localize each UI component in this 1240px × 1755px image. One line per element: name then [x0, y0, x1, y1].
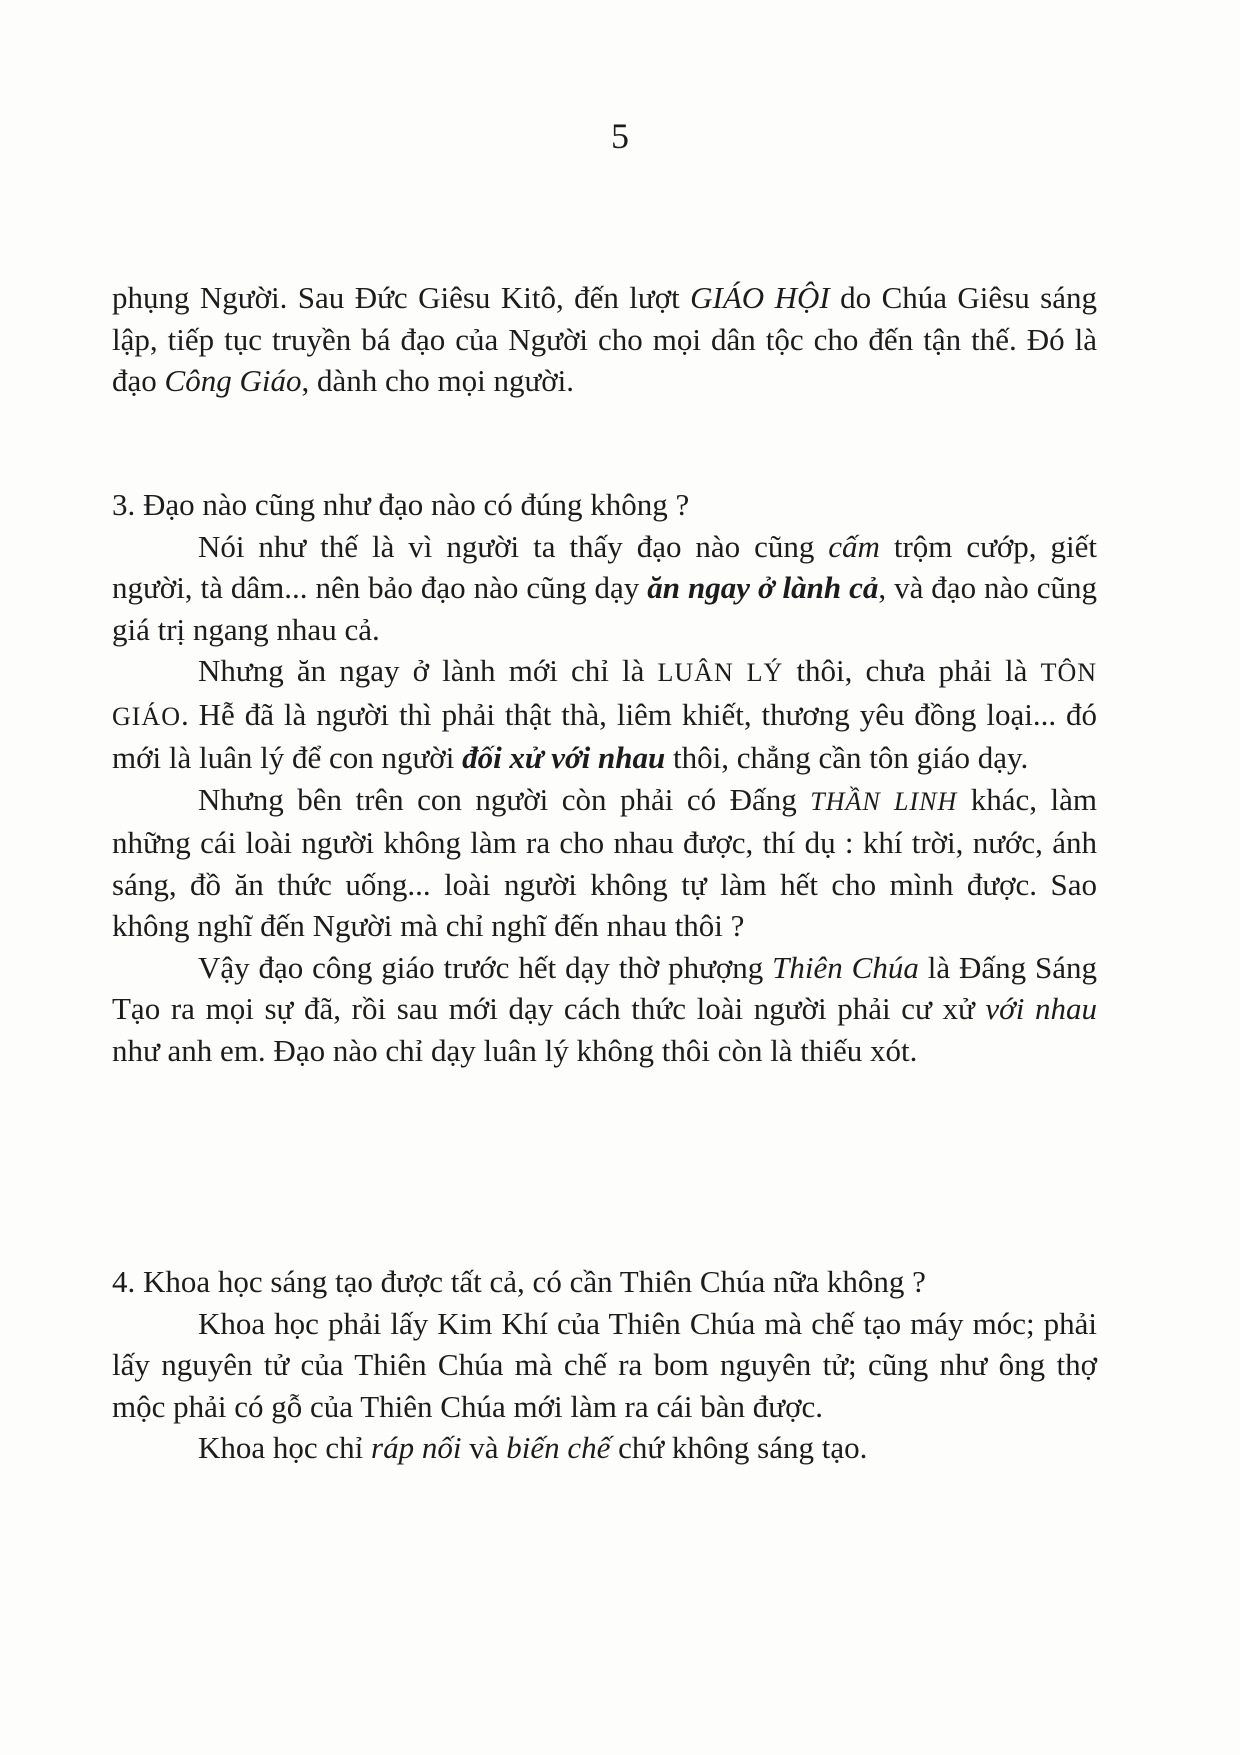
intro-text-1: phụng Người. Sau Đức Giêsu Kitô, đến lượt	[112, 280, 691, 315]
section-3	[112, 484, 1097, 1071]
section-4-heading: 4. Khoa học sáng tạo được tất cả, có cần Thiên Chúa nữa không ?	[112, 1264, 926, 1299]
page-number: 5	[611, 116, 629, 156]
s3p4-emphasis-voi-nhau: với nhau	[985, 991, 1097, 1026]
s3p2-text-3: . Hễ đã là người thì phải thật thà, liêm khiết, thương yêu đồng loại... đó mới là luân lý để con người	[112, 696, 1097, 775]
section-4	[112, 1261, 1097, 1469]
s3p4-text-1: Vậy đạo công giáo trước hết dạy thờ phượng	[198, 949, 773, 985]
s4p2-emphasis-rap-noi: ráp nối	[371, 1430, 462, 1465]
section-3-paragraph-1	[112, 526, 1097, 651]
s3p3-text-1: Nhưng bên trên con người còn phải có Đấng	[198, 781, 811, 817]
s4p2-text-2: và	[461, 1430, 507, 1465]
s3p2-text-4: thôi, chẳng cần tôn giáo dạy.	[665, 740, 1029, 775]
s3p1-text-3: , và đạo nào cũng giá trị ngang nhau cả.	[112, 570, 1098, 647]
s3p2-smallcaps-ton-giao: TÔN GIÁO	[112, 658, 1097, 731]
s3p1-emphasis-an-ngay: ăn ngay ở lành cả	[647, 570, 879, 605]
s3p4-text-2: là Đấng Sáng Tạo ra mọi sự đã, rồi sau mới dạy cách thức loài người phải cư xử	[112, 949, 1097, 1026]
section-3-paragraph-2	[112, 650, 1097, 779]
intro-paragraph	[112, 277, 1097, 402]
s4p2-emphasis-bien-che: biến chế	[506, 1430, 611, 1465]
section-3-heading: 3. Đạo nào cũng như đạo nào có đúng không ?	[112, 487, 690, 522]
section-3-paragraph-3	[112, 779, 1097, 947]
intro-text-2: do Chúa Giêsu sáng lập, tiếp tục truyền bá đạo của Người cho mọi dân tộc cho đến tận thế. Đó là đạo	[112, 280, 1097, 398]
s4p2-text-1: Khoa học chỉ	[198, 1430, 372, 1465]
s3p1-text-1: Nói như thế là vì người ta thấy đạo nào cũng	[198, 528, 829, 564]
intro-block	[112, 277, 1097, 402]
s3p1-text-2: trộm cướp, giết người, tà dâm... nên bảo đạo nào cũng dạy	[112, 528, 1097, 605]
intro-text-3: , dành cho mọi người.	[301, 363, 575, 398]
section-4-paragraph-2	[112, 1427, 1097, 1469]
s3p3-text-2: khác, làm những cái loài người không làm ra cho nhau được, thí dụ : khí trời, nước, ánh sáng, đồ ăn thức uống... loài người không tự làm hết cho mình được. Sao không nghĩ đến Người mà chỉ nghĩ đến nhau thôi ?	[112, 781, 1097, 943]
s3p2-text-2: thôi, chưa phải là	[783, 653, 1041, 688]
intro-emphasis-cong-giao: Công Giáo	[164, 363, 302, 398]
section-4-paragraph-1: Khoa học phải lấy Kim Khí của Thiên Chúa mà chế tạo máy móc; phải lấy nguyên tử của Thiên Chúa mà chế ra bom nguyên tử; cũng như ông thợ mộc phải có gỗ của Thiên Chúa mới làm ra cái bàn được.	[112, 1305, 1097, 1424]
s3p2-smallcaps-luan-ly: LUÂN LÝ	[657, 658, 784, 687]
s4p2-text-3: chứ không sáng tạo.	[610, 1430, 868, 1465]
s3p1-emphasis-cam: cấm	[828, 528, 880, 564]
s3p3-emphasis-than-linh: THẦN LINH	[810, 786, 958, 816]
s3p2-emphasis-doi-xu: đối xử với nhau	[462, 740, 666, 775]
intro-emphasis-giao-hoi: GIÁO HỘI	[690, 280, 830, 315]
s3p4-emphasis-thien-chua: Thiên Chúa	[772, 949, 919, 985]
s3p2-text-1: Nhưng ăn ngay ở lành mới chỉ là	[198, 653, 658, 688]
s3p4-text-3: như anh em. Đạo nào chỉ dạy luân lý không thôi còn là thiếu xót.	[112, 1032, 918, 1068]
section-3-paragraph-4	[112, 947, 1097, 1072]
